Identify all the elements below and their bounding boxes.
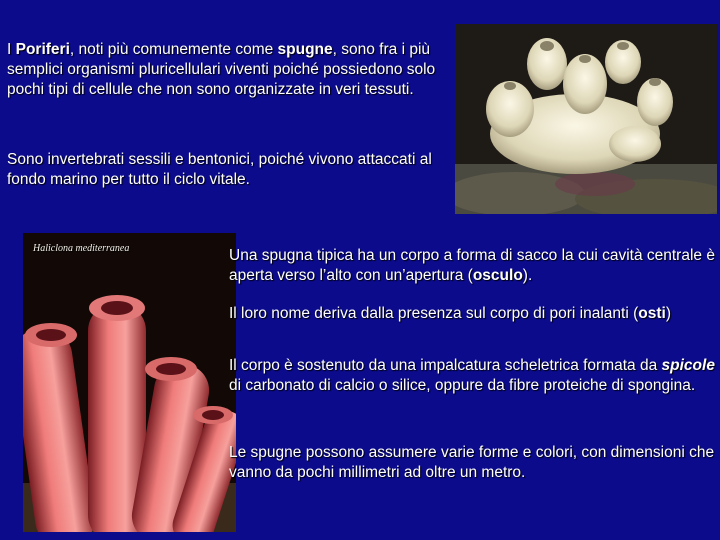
- body-shape-text-2: ).: [522, 267, 533, 284]
- intro-text-2: , noti più comunemente come: [69, 41, 278, 58]
- term-spicole: spicole: [661, 357, 715, 374]
- term-osculo: osculo: [472, 267, 523, 284]
- name-origin-text-2: ): [665, 305, 671, 322]
- term-spugne: spugne: [277, 41, 333, 58]
- intro-text-1: I: [7, 41, 16, 58]
- skeleton-text-2: di carbonato di calcio o silice, oppure da fibre proteiche di spongina.: [229, 377, 696, 394]
- body-shape-paragraph: [229, 246, 719, 286]
- body-shape-text-1: Una spugna tipica ha un corpo a forma di sacco la cui cavità centrale è aperta verso l’alto con un’apertura (: [229, 247, 715, 284]
- skeleton-paragraph: [229, 356, 719, 396]
- name-origin-paragraph: [229, 304, 719, 324]
- skeleton-text-1: Il corpo è sostenuto da una impalcatura scheletrica formata da: [229, 357, 662, 374]
- forms-paragraph: Le spugne possono assumere varie forme e colori, con dimensioni che vanno da pochi millimetri ad oltre un metro.: [229, 444, 715, 481]
- pink-sponge-photo: [23, 233, 236, 532]
- term-osti: osti: [638, 305, 666, 322]
- white-sponge-illustration: [455, 24, 717, 214]
- term-poriferi: Poriferi: [15, 41, 70, 58]
- photo-caption: Haliclona mediterranea: [33, 243, 130, 254]
- intro-paragraph: [7, 40, 447, 100]
- white-sponge-photo: [455, 24, 717, 214]
- intro-text-3: , sono fra i più semplici organismi pluricellulari viventi poiché possiedono solo pochi tipi di cellule che non sono organizzate in veri tessuti.: [7, 41, 436, 98]
- pink-sponge-illustration: [23, 233, 236, 532]
- sessile-paragraph: Sono invertebrati sessili e bentonici, poiché vivono attaccati al fondo marino per tutto il ciclo vitale.: [7, 151, 432, 188]
- name-origin-text-1: Il loro nome deriva dalla presenza sul corpo di pori inalanti (: [229, 305, 639, 322]
